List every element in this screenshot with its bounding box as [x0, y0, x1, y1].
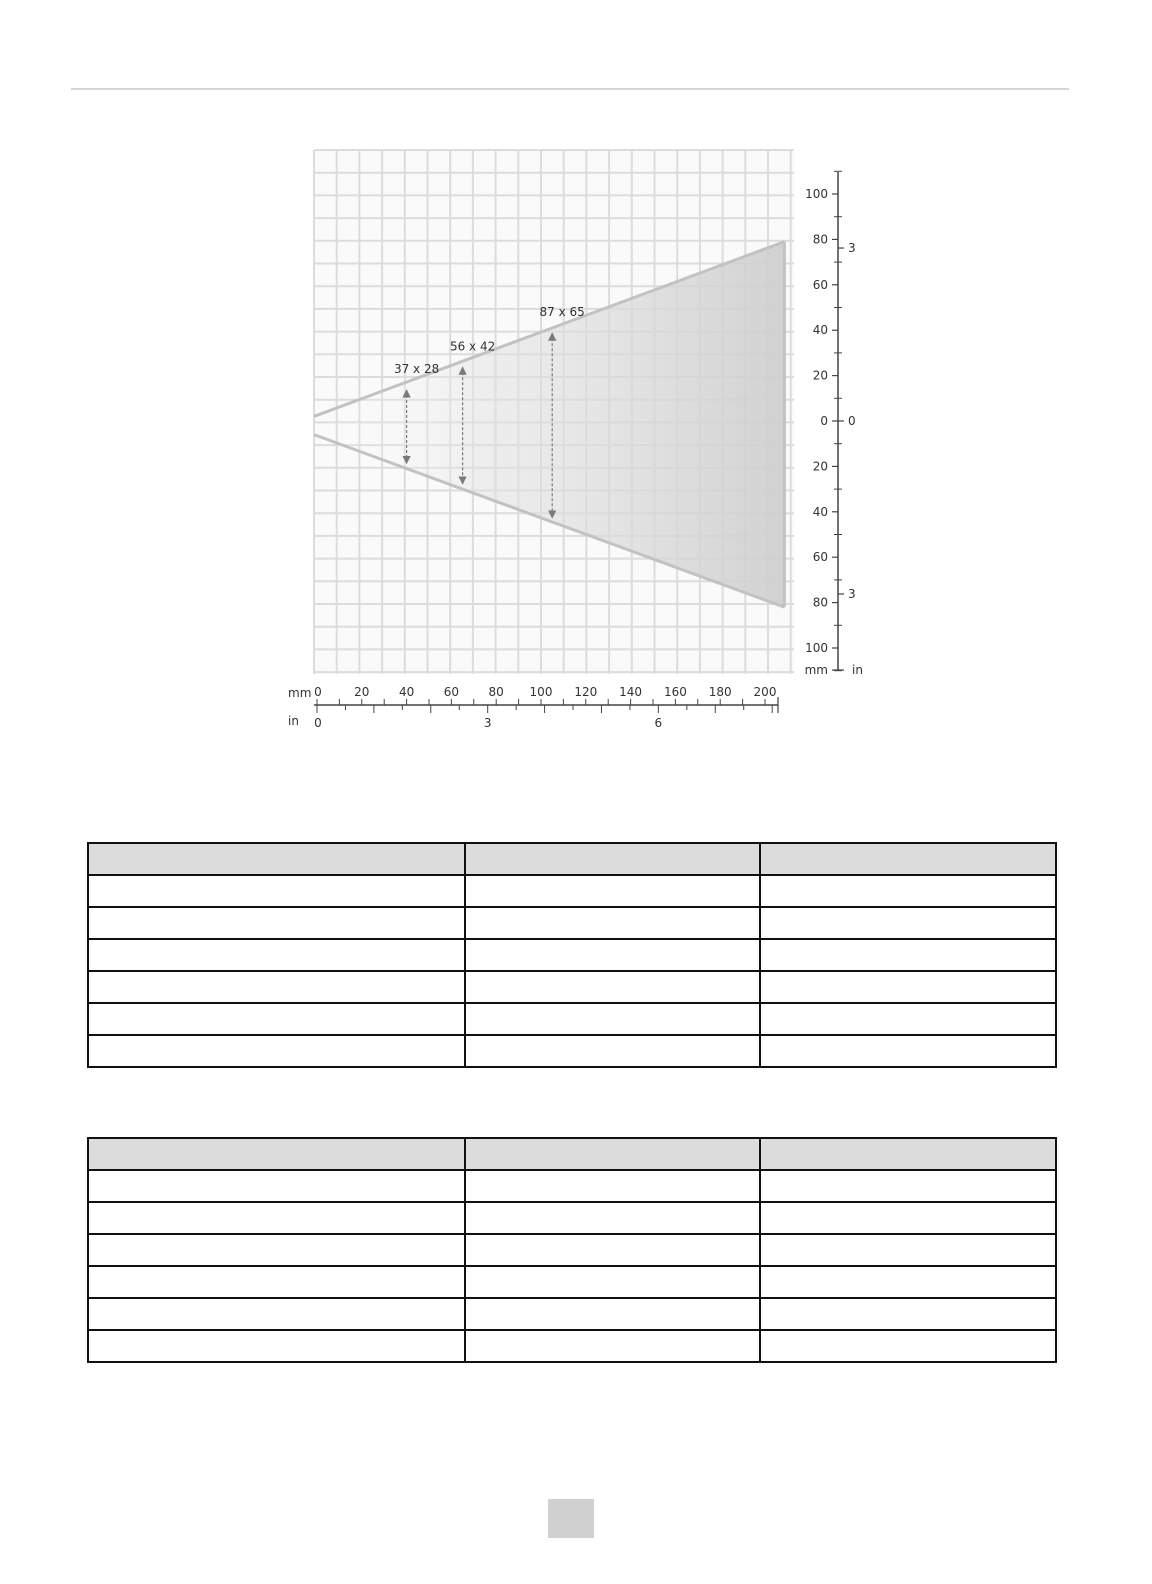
table-header-row [88, 1138, 1056, 1170]
table-cell [760, 971, 1056, 1003]
table-cell [465, 1330, 760, 1362]
table-cell [760, 1266, 1056, 1298]
x-tick-label: 20 [354, 685, 370, 699]
x-tick-label: 40 [398, 685, 415, 699]
table-row [88, 907, 1056, 939]
table-row [88, 1266, 1056, 1298]
y-inch-label: 3 [848, 586, 856, 601]
table-cell [465, 1234, 760, 1266]
dimension-label: 37 x 28 [393, 361, 440, 376]
table-cell [760, 1298, 1056, 1330]
y-tick-label: 40 [812, 323, 828, 338]
table-header-row [88, 843, 1056, 875]
y-unit-mm: mm [804, 663, 828, 677]
table-cell [760, 1035, 1056, 1067]
table-row [88, 939, 1056, 971]
table-cell [760, 939, 1056, 971]
table-cell [88, 1035, 465, 1067]
y-tick-label: 40 [812, 504, 828, 519]
y-tick-label: 20 [812, 459, 828, 474]
x-unit-mm: mm [288, 686, 312, 700]
table-cell [88, 907, 465, 939]
x-tick-label: 60 [443, 685, 460, 699]
table-cell [465, 1266, 760, 1298]
x-unit-in: in [288, 714, 299, 728]
page-number-tab [548, 1499, 594, 1538]
table-cell [465, 1035, 760, 1067]
table-cell [760, 1138, 1056, 1170]
table-cell [88, 1330, 465, 1362]
table-cell [88, 1298, 465, 1330]
y-inch-label: 3 [848, 241, 856, 256]
table-cell [760, 843, 1056, 875]
table-cell [465, 843, 760, 875]
y-tick-label: 80 [812, 595, 828, 610]
x-tick-label: 100 [529, 685, 553, 699]
table-cell [465, 1202, 760, 1234]
y-tick-label: 80 [812, 232, 828, 247]
table-cell [88, 1003, 465, 1035]
y-tick-label: 100 [805, 187, 828, 201]
x-tick-label: 120 [574, 685, 598, 699]
x-axis [288, 685, 778, 730]
table-cell [88, 1234, 465, 1266]
table-cell [465, 939, 760, 971]
table-cell [760, 1330, 1056, 1362]
table-row [88, 1330, 1056, 1362]
table-cell [88, 1138, 465, 1170]
table-cell [465, 907, 760, 939]
y-tick-label: 60 [812, 550, 828, 565]
table-row [88, 971, 1056, 1003]
table-cell [760, 1170, 1056, 1202]
y-tick-label: 60 [812, 277, 828, 292]
y-tick-label: 0 [820, 414, 828, 428]
table-cell [88, 971, 465, 1003]
table-cell [465, 1138, 760, 1170]
x-tick-label: 160 [663, 685, 687, 699]
table-row [88, 875, 1056, 907]
table-cell [465, 971, 760, 1003]
x-inch-label: 0 [314, 716, 322, 730]
x-tick-label: 180 [708, 685, 732, 699]
table-cell [465, 1298, 760, 1330]
y-tick-label: 20 [812, 368, 828, 383]
table-row [88, 1003, 1056, 1035]
table-cell [88, 1202, 465, 1234]
table-cell [760, 1234, 1056, 1266]
table-cell [465, 875, 760, 907]
x-tick-label: 200 [753, 685, 777, 699]
table-cell [465, 1170, 760, 1202]
table-cell [88, 843, 465, 875]
table-cell [88, 1170, 465, 1202]
scan-field-diagram [0, 0, 1152, 760]
y-tick-label: 100 [805, 641, 828, 655]
x-tick-label: 0 [314, 685, 322, 699]
table-cell [760, 875, 1056, 907]
table-cell [88, 939, 465, 971]
y-unit-in: in [852, 663, 863, 677]
y-inch-label: 0 [848, 414, 856, 428]
table-cell [88, 1266, 465, 1298]
spec-table-2 [87, 1137, 1057, 1363]
spec-table-1 [87, 842, 1057, 1068]
table-row [88, 1170, 1056, 1202]
table-row [88, 1035, 1056, 1067]
x-inch-label: 3 [483, 716, 492, 730]
dimension-label: 87 x 65 [539, 305, 585, 320]
table-row [88, 1202, 1056, 1234]
table-cell [760, 1003, 1056, 1035]
x-tick-label: 80 [488, 685, 504, 699]
table-row [88, 1298, 1056, 1330]
table-row [88, 1234, 1056, 1266]
table-cell [465, 1003, 760, 1035]
x-inch-label: 6 [654, 716, 663, 730]
dimension-label: 56 x 42 [449, 339, 496, 354]
y-axis [805, 171, 863, 677]
table-cell [760, 1202, 1056, 1234]
table-cell [88, 875, 465, 907]
table-cell [760, 907, 1056, 939]
x-tick-label: 140 [619, 685, 643, 699]
